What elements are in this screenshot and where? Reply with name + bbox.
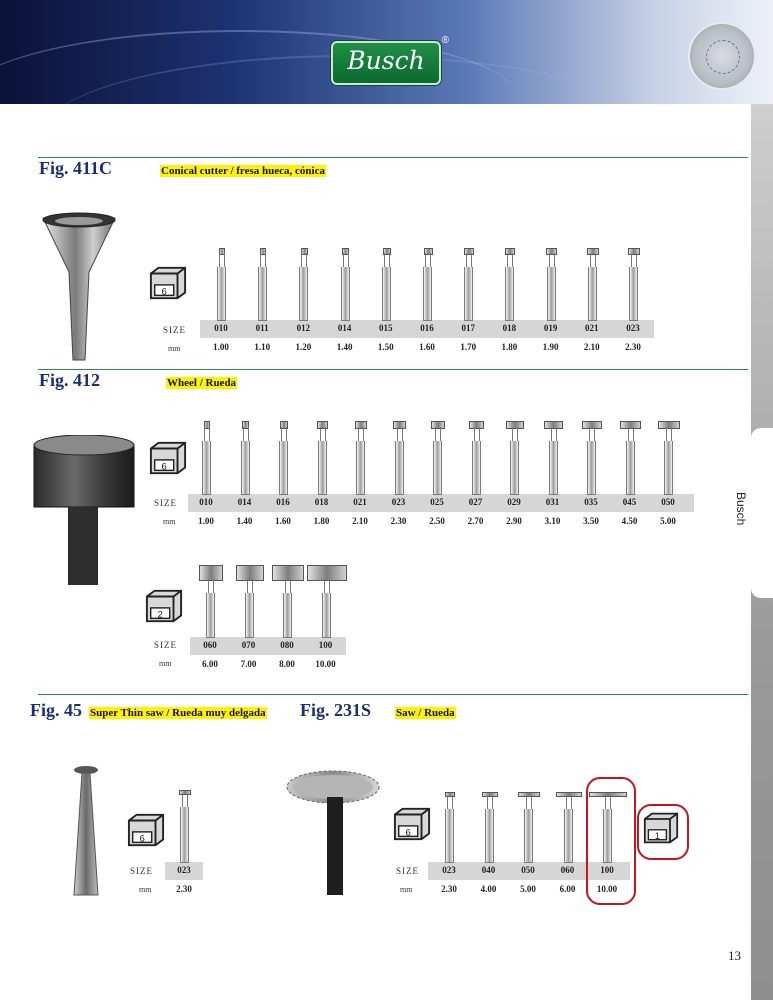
- size-mm: 3.50: [583, 516, 599, 526]
- bur-drawing: [423, 248, 431, 320]
- section-divider: [38, 157, 748, 158]
- pack-quantity-text: 6: [161, 461, 167, 473]
- sidebar-tab: [751, 428, 773, 598]
- mm-label: mm: [168, 344, 181, 353]
- quality-seal: [688, 22, 756, 90]
- bur-shank: [356, 441, 365, 495]
- size-code: 023: [391, 497, 406, 507]
- size-mm: 5.00: [520, 884, 536, 894]
- size-code: 011: [255, 323, 269, 333]
- size-mm: 1.50: [377, 342, 394, 352]
- size-code: 027: [468, 497, 483, 507]
- bur-neck: [435, 427, 441, 441]
- bur-shank: [587, 441, 596, 495]
- bur-shank: [318, 441, 327, 495]
- size-code: 016: [276, 497, 290, 507]
- bur-drawing: [341, 248, 349, 320]
- section-divider: [38, 694, 748, 695]
- bur-neck: [590, 253, 596, 267]
- bur-drawing: [472, 421, 480, 494]
- bur-drawing: [382, 248, 390, 320]
- size-mm: 1.60: [419, 342, 435, 352]
- size-label: SIZE: [130, 866, 153, 876]
- bur-shank: [445, 809, 454, 863]
- bur-drawing: [217, 248, 225, 320]
- bur-shank: [206, 593, 215, 638]
- bur-shank: [472, 441, 481, 495]
- size-code: 017: [461, 323, 475, 333]
- size-code: 010: [214, 323, 228, 333]
- bur-shank: [258, 267, 267, 321]
- bur-neck: [628, 427, 634, 441]
- bur-neck: [507, 253, 513, 267]
- size-label: SIZE: [154, 640, 177, 650]
- size-mm: 1.00: [213, 342, 229, 352]
- package-qty-icon: [127, 812, 165, 853]
- pack-quantity-text: 6: [161, 286, 167, 298]
- bur-neck: [343, 253, 349, 267]
- bur-neck: [589, 427, 595, 441]
- size-mm: 4.00: [480, 884, 497, 894]
- bur-neck: [301, 253, 307, 267]
- size-code: 050: [661, 497, 675, 507]
- bur-drawing: [485, 792, 493, 862]
- size-mm: 2.30: [441, 884, 457, 894]
- size-mm: 1.80: [313, 516, 330, 526]
- size-mm: 6.00: [559, 884, 576, 894]
- bur-neck: [474, 427, 480, 441]
- mm-label: mm: [400, 885, 413, 894]
- size-mm: 2.50: [429, 516, 445, 526]
- size-code: 031: [545, 497, 560, 507]
- mm-label: mm: [139, 885, 152, 894]
- bur-shank: [629, 267, 638, 321]
- size-code: 014: [337, 323, 352, 333]
- bur-neck: [631, 253, 637, 267]
- bur-shank: [664, 441, 673, 495]
- bur-drawing: [241, 421, 249, 494]
- size-label: SIZE: [396, 866, 419, 876]
- bur-neck: [260, 253, 266, 267]
- size-code: 100: [318, 640, 333, 650]
- size-mm: 2.70: [467, 516, 484, 526]
- size-mm: 1.00: [198, 516, 214, 526]
- size-code: 029: [507, 497, 521, 507]
- size-code: 018: [314, 497, 329, 507]
- bur-drawing: [445, 792, 453, 862]
- size-code: 060: [203, 640, 217, 650]
- bur-shank: [485, 809, 494, 863]
- fig-description-45: Super Thin saw / Rueda muy delgada: [90, 707, 266, 719]
- bur-neck: [219, 253, 225, 267]
- bur-drawing: [464, 248, 472, 320]
- bur-neck: [384, 253, 390, 267]
- size-mm: 1.40: [236, 516, 253, 526]
- size-mm: 2.30: [390, 516, 407, 526]
- bur-neck: [551, 427, 557, 441]
- bur-shank: [505, 267, 514, 321]
- bur-drawing: [564, 792, 572, 862]
- highlight-ring: [586, 777, 636, 905]
- size-mm: 1.10: [254, 342, 271, 352]
- bur-drawing: [245, 565, 253, 637]
- bur-drawing: [318, 421, 326, 494]
- product-photo-412: [30, 435, 140, 585]
- fig-title-231s: Fig. 231S: [300, 700, 372, 720]
- mm-label: mm: [159, 659, 172, 668]
- size-code: 016: [420, 323, 434, 333]
- package-qty-icon: [643, 811, 679, 850]
- seal-ring: [706, 40, 740, 74]
- fig-description-411c: Conical cutter / fresa hueca, cónica: [161, 165, 325, 177]
- fig-description-412: Wheel / Rueda: [167, 377, 237, 389]
- bur-drawing: [322, 565, 330, 637]
- product-photo-231s: [285, 765, 380, 897]
- size-code: 060: [560, 865, 575, 875]
- bur-drawing: [283, 565, 291, 637]
- size-mm: 1.80: [501, 342, 518, 352]
- bur-shank: [626, 441, 635, 495]
- size-mm: 2.30: [625, 342, 641, 352]
- fig-description-231s: Saw / Rueda: [396, 707, 455, 719]
- bur-drawing: [587, 421, 595, 494]
- bur-neck: [526, 795, 532, 809]
- size-code: 023: [177, 865, 191, 875]
- bur-neck: [512, 427, 518, 441]
- fig-title-412: Fig. 412: [39, 370, 100, 390]
- busch-logo: [331, 35, 449, 85]
- size-mm: 2.10: [352, 516, 368, 526]
- size-mm: 3.10: [544, 516, 561, 526]
- bur-drawing: [549, 421, 557, 494]
- logo-text: Busch: [347, 46, 425, 75]
- bur-shank: [588, 267, 597, 321]
- bur-shank: [510, 441, 519, 495]
- bur-drawing: [433, 421, 441, 494]
- bur-drawing: [206, 565, 214, 637]
- mm-label: mm: [163, 517, 176, 526]
- size-code: 023: [626, 323, 640, 333]
- bur-drawing: [664, 421, 672, 494]
- bur-shank: [564, 809, 573, 863]
- size-mm: 2.90: [506, 516, 522, 526]
- bur-neck: [487, 795, 493, 809]
- bur-neck: [204, 427, 210, 441]
- bur-neck: [466, 253, 472, 267]
- size-code: 021: [585, 323, 599, 333]
- package-qty-icon: [145, 588, 183, 629]
- size-mm: 1.40: [336, 342, 353, 352]
- bur-drawing: [258, 248, 266, 320]
- bur-drawing: [629, 248, 637, 320]
- pack-quantity-text: 6: [139, 833, 145, 845]
- bur-neck: [566, 795, 572, 809]
- bur-shank: [433, 441, 442, 495]
- size-code: 021: [353, 497, 367, 507]
- size-code: 018: [502, 323, 517, 333]
- bur-drawing: [395, 421, 403, 494]
- bur-shank: [382, 267, 391, 321]
- size-mm: 1.90: [542, 342, 559, 352]
- size-code: 010: [199, 497, 213, 507]
- bur-drawing: [202, 421, 210, 494]
- size-code: 015: [379, 323, 393, 333]
- size-code: 035: [584, 497, 598, 507]
- size-code: 045: [622, 497, 637, 507]
- bur-shank: [547, 267, 556, 321]
- bur-neck: [182, 793, 188, 807]
- size-code: 100: [600, 865, 614, 875]
- bur-drawing: [505, 248, 513, 320]
- size-code: 014: [237, 497, 252, 507]
- size-mm: 2.10: [583, 342, 600, 352]
- bur-neck: [320, 427, 326, 441]
- package-qty-icon: [149, 265, 187, 306]
- size-mm: 6.00: [202, 659, 218, 669]
- bur-drawing: [510, 421, 518, 494]
- bur-shank: [241, 441, 250, 495]
- size-code: 019: [543, 323, 558, 333]
- bur-shank: [202, 441, 211, 495]
- size-code: 050: [521, 865, 535, 875]
- bur-shank: [245, 593, 254, 638]
- bur-neck: [208, 579, 214, 593]
- size-mm: 1.20: [295, 342, 312, 352]
- product-photo-411c: [37, 210, 122, 365]
- sidebar-tab-label: Busch: [734, 492, 748, 526]
- bur-shank: [299, 267, 308, 321]
- bur-drawing: [626, 421, 634, 494]
- pack-quantity-text: 1: [654, 830, 660, 841]
- header-banner: [0, 0, 773, 104]
- size-mm: 10.00: [315, 659, 336, 669]
- package-qty-icon: [393, 806, 431, 847]
- bur-shank: [423, 267, 432, 321]
- bur-shank: [279, 441, 288, 495]
- bur-drawing: [588, 248, 596, 320]
- bur-neck: [358, 427, 364, 441]
- bur-neck: [247, 579, 253, 593]
- bur-drawing: [356, 421, 364, 494]
- bur-neck: [549, 253, 555, 267]
- size-mm: 1.60: [275, 516, 291, 526]
- size-mm: 4.50: [621, 516, 638, 526]
- package-qty-icon: [149, 440, 187, 481]
- size-mm: 2.30: [176, 884, 192, 894]
- bur-shank: [395, 441, 404, 495]
- size-code: 040: [481, 865, 496, 875]
- pack-quantity-text: 2: [157, 609, 163, 621]
- size-code: 080: [280, 640, 294, 650]
- bur-shank: [283, 593, 292, 638]
- fig-title-411c: Fig. 411C: [39, 158, 113, 178]
- size-code: 070: [241, 640, 256, 650]
- bur-shank: [341, 267, 350, 321]
- bur-neck: [243, 427, 249, 441]
- bur-drawing: [180, 790, 188, 862]
- bur-neck: [281, 427, 287, 441]
- bur-shank: [549, 441, 558, 495]
- bur-drawing: [524, 792, 532, 862]
- bur-neck: [447, 795, 453, 809]
- bur-neck: [397, 427, 403, 441]
- bur-drawing: [547, 248, 555, 320]
- bur-shank: [217, 267, 226, 321]
- bur-drawing: [279, 421, 287, 494]
- size-mm: 7.00: [240, 659, 257, 669]
- pack-quantity-text: 6: [405, 827, 411, 839]
- size-label: SIZE: [163, 325, 186, 335]
- bur-shank: [180, 807, 189, 863]
- page-number: 13: [728, 948, 741, 963]
- size-label: SIZE: [154, 498, 177, 508]
- size-mm: 1.70: [460, 342, 477, 352]
- fig-title-45: Fig. 45: [30, 700, 82, 720]
- bur-neck: [425, 253, 431, 267]
- size-mm: 8.00: [279, 659, 295, 669]
- size-code: 023: [442, 865, 456, 875]
- bur-shank: [322, 593, 331, 638]
- product-photo-45: [68, 765, 106, 897]
- bur-neck: [285, 579, 291, 593]
- bur-shank: [464, 267, 473, 321]
- registered-mark: ®: [441, 35, 449, 46]
- size-mm: 10.00: [596, 884, 618, 894]
- bur-shank: [524, 809, 533, 863]
- size-code: 025: [430, 497, 444, 507]
- bur-neck: [324, 579, 330, 593]
- bur-drawing: [299, 248, 307, 320]
- size-code: 012: [296, 323, 311, 333]
- section-divider: [38, 369, 748, 370]
- bur-neck: [666, 427, 672, 441]
- size-mm: 5.00: [660, 516, 676, 526]
